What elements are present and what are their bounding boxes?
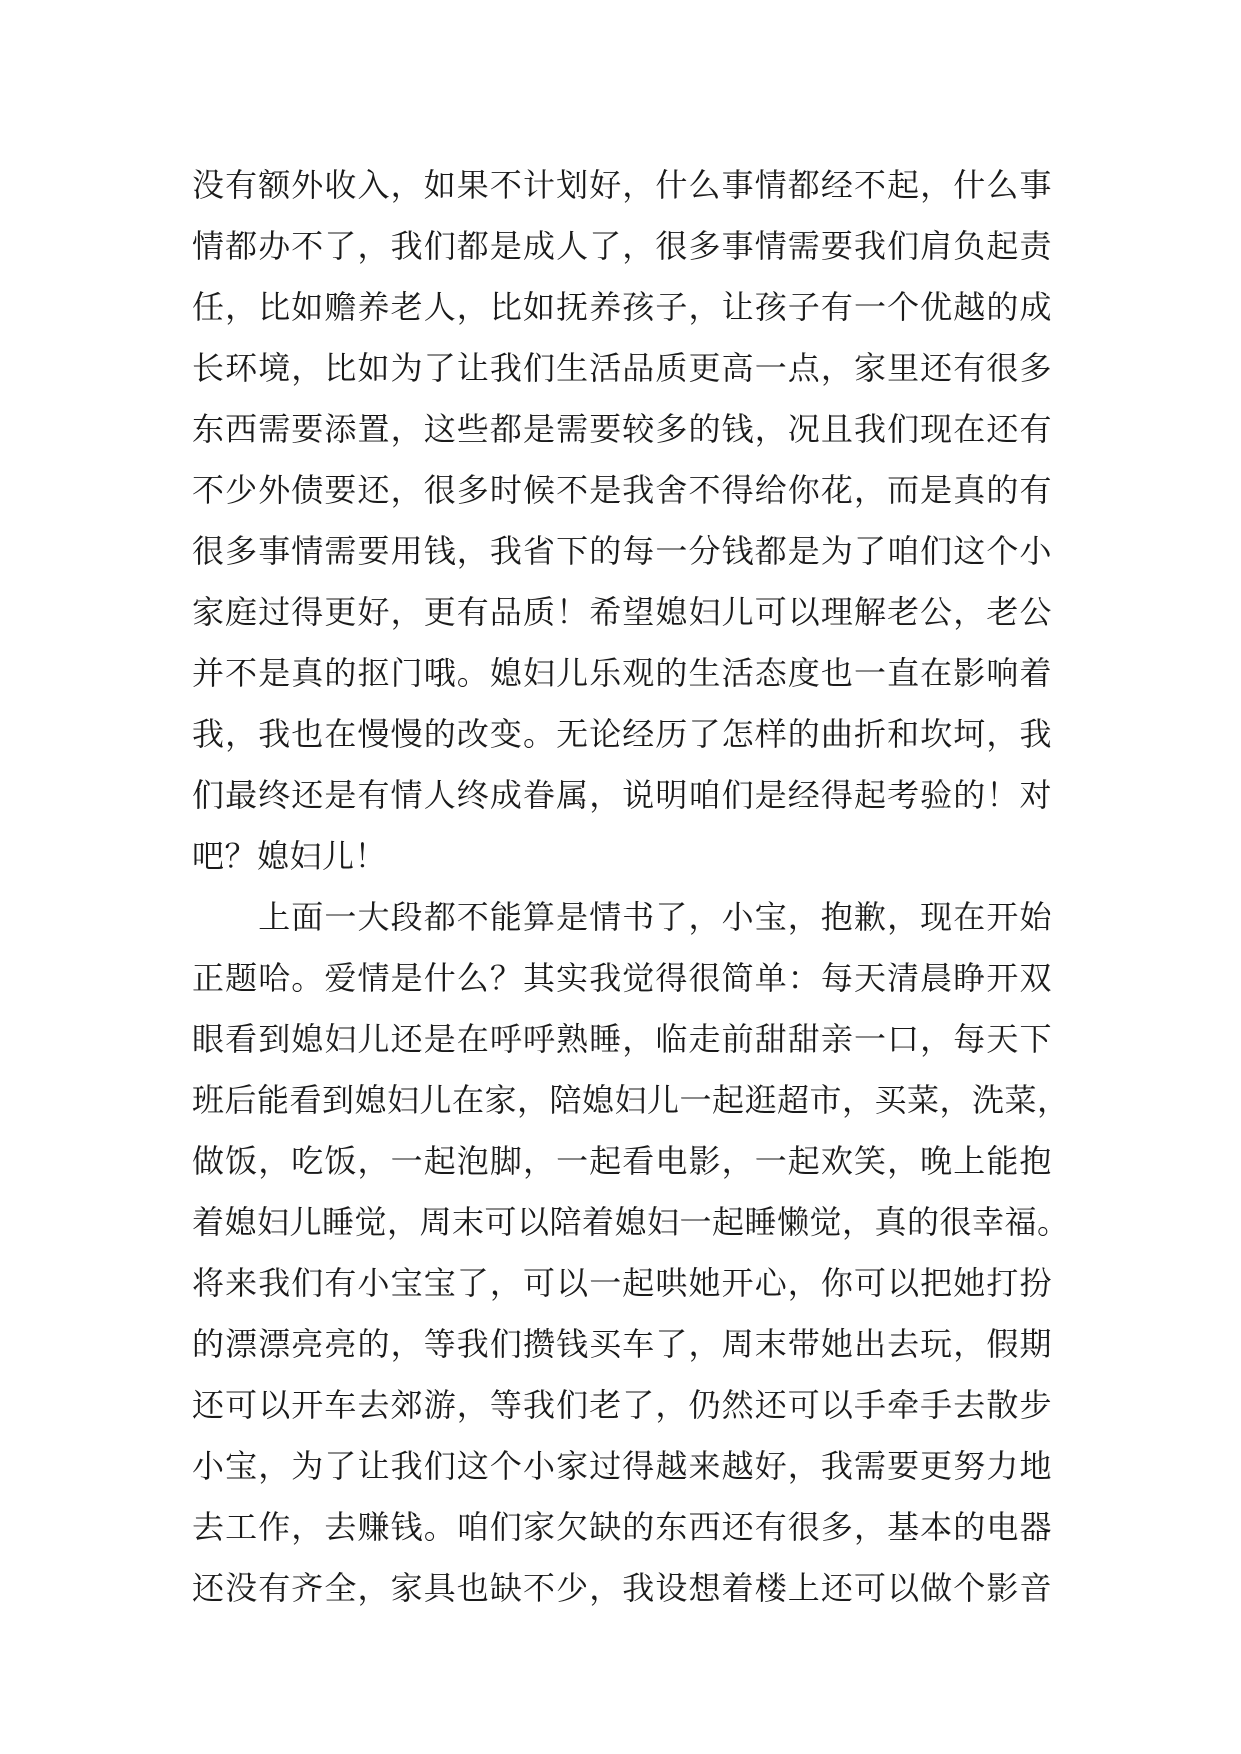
text-line: 的漂漂亮亮的，等我们攒钱买车了，周末带她出去玩，假期 <box>192 1325 1052 1363</box>
text-line: 并不是真的抠门哦。媳妇儿乐观的生活态度也一直在影响着 <box>192 654 1052 692</box>
text-line: 吧？媳妇儿！ <box>192 837 388 875</box>
text-line: 将来我们有小宝宝了，可以一起哄她开心，你可以把她打扮 <box>192 1264 1052 1302</box>
text-line: 眼看到媳妇儿还是在呼呼熟睡，临走前甜甜亲一口，每天下 <box>192 1020 1052 1058</box>
text-line: 还可以开车去郊游，等我们老了，仍然还可以手牵手去散步 <box>192 1386 1052 1424</box>
text-line: 任，比如赡养老人，比如抚养孩子，让孩子有一个优越的成 <box>192 288 1052 326</box>
text-line: 没有额外收入，如果不计划好，什么事情都经不起，什么事 <box>192 166 1052 204</box>
body-text <box>192 155 1070 1619</box>
text-line: 情都办不了，我们都是成人了，很多事情需要我们肩负起责 <box>192 227 1052 265</box>
text-line: 上面一大段都不能算是情书了，小宝，抱歉，现在开始 <box>192 898 1052 936</box>
text-line: 很多事情需要用钱，我省下的每一分钱都是为了咱们这个小 <box>192 532 1052 570</box>
text-line: 正题哈。爱情是什么？其实我觉得很简单：每天清晨睁开双 <box>192 959 1052 997</box>
text-line: 长环境，比如为了让我们生活品质更高一点，家里还有很多 <box>192 349 1052 387</box>
text-line: 不少外债要还，很多时候不是我舍不得给你花，而是真的有 <box>192 471 1052 509</box>
text-line: 班后能看到媳妇儿在家，陪媳妇儿一起逛超市，买菜，洗菜， <box>192 1081 1070 1119</box>
text-line: 小宝，为了让我们这个小家过得越来越好，我需要更努力地 <box>192 1447 1052 1485</box>
text-line: 东西需要添置，这些都是需要较多的钱，况且我们现在还有 <box>192 410 1052 448</box>
text-line: 去工作，去赚钱。咱们家欠缺的东西还有很多，基本的电器 <box>192 1508 1052 1546</box>
text-line: 做饭，吃饭，一起泡脚，一起看电影，一起欢笑，晚上能抱 <box>192 1142 1052 1180</box>
text-line: 还没有齐全，家具也缺不少，我设想着楼上还可以做个影音 <box>192 1569 1052 1607</box>
text-line: 我，我也在慢慢的改变。无论经历了怎样的曲折和坎坷，我 <box>192 715 1052 753</box>
text-line: 着媳妇儿睡觉，周末可以陪着媳妇一起睡懒觉，真的很幸福。 <box>192 1203 1070 1241</box>
text-line: 家庭过得更好，更有品质！希望媳妇儿可以理解老公，老公 <box>192 593 1052 631</box>
text-line: 们最终还是有情人终成眷属，说明咱们是经得起考验的！对 <box>192 776 1052 814</box>
